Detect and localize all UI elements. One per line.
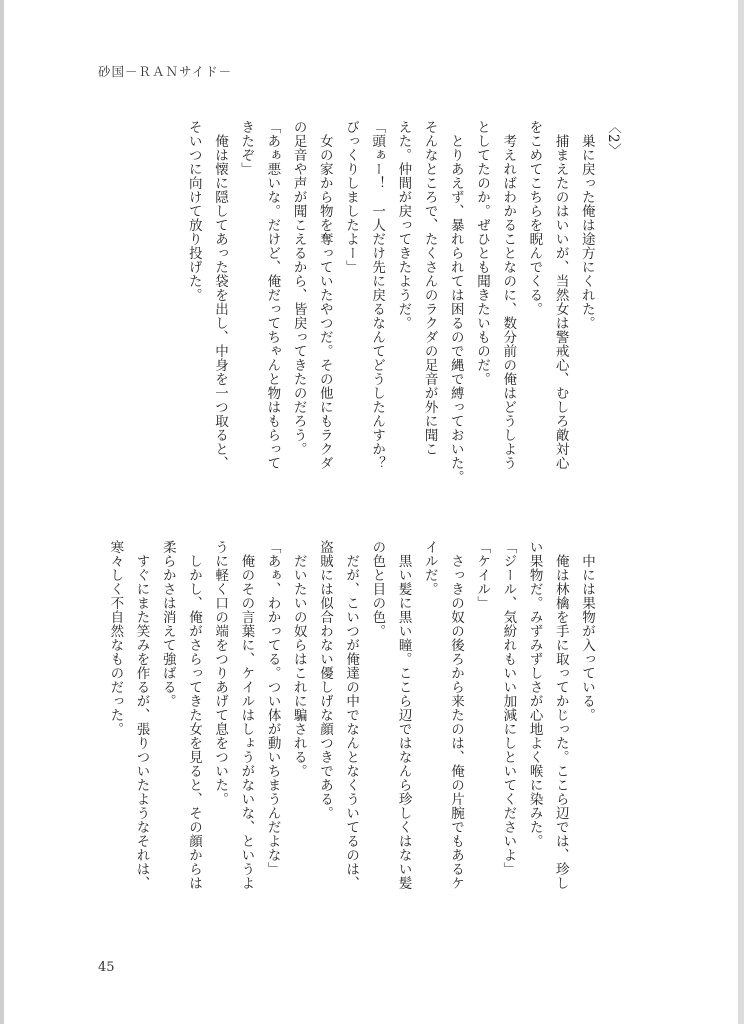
text-line: 「ジール、気紛れもいい加減にしといてくださいよ」 — [500, 540, 517, 876]
text-line: としてたのか。ぜひとも聞きたいものだ。 — [473, 120, 490, 386]
text-line: い果物だ。みずみずしさが心地よく喉に染みた。 — [526, 540, 543, 848]
text-line: 盗賊には似合わない優しげな顔つきである。 — [316, 540, 333, 820]
text-line: 俺は懐に隠してあった袋を出し、中身を一つ取ると、 — [211, 133, 228, 470]
text-line: 黒い髪に黒い瞳。ここら辺ではなんら珍しくはない髪 — [395, 553, 412, 890]
text-line: 「あぁ、わかってる。つい体が動いちまうんだよな」 — [264, 540, 281, 876]
text-line: うに軽く口の端をつりあげて息をついた。 — [212, 540, 229, 806]
text-line: だいたいの奴らはこれに騙される。 — [290, 553, 307, 778]
text-line: の色と目の色。 — [369, 540, 386, 638]
text-line: すぐにまた笑みを作るが、張りついたようなそれは、 — [133, 553, 150, 890]
text-line: そんなところで、たくさんのラクダの足音が外に聞こ — [421, 120, 438, 456]
text-line: だが、こいつが俺達の中でなんとなくういてるのは、 — [343, 553, 360, 890]
text-line: しかし、俺がさらってきた女を見ると、その顔からは — [185, 553, 202, 890]
text-line: 捕まえたのはいいが、当然女は警戒心、むしろ敵対心 — [552, 133, 569, 470]
text-line: をこめてこちらを睨んでくる。 — [526, 120, 543, 316]
text-line: きたぞ」 — [238, 120, 255, 176]
left-page-edge — [0, 0, 4, 1024]
text-line: 柔らかさは消えて強ばる。 — [159, 540, 176, 708]
text-line: 俺は林檎を手に取ってかじった。ここら辺では、珍し — [552, 553, 569, 890]
text-line: とりあえず、暴れられては困るので縄で縛っておいた。 — [447, 133, 464, 484]
text-line: さっきの奴の後ろから来たのは、俺の片腕でもあるケ — [447, 553, 464, 890]
text-line: イルだ。 — [421, 540, 438, 596]
text-line: えた。仲間が戻ってきたようだ。 — [395, 120, 412, 330]
text-line: 「頭ぁー！ 一人だけ先に戻るなんてどうしたんすか？ — [369, 120, 386, 470]
text-line: 「ケイル」 — [474, 540, 491, 610]
text-line: 女の家から物を奪っていたやつだ。その他にもラクダ — [316, 133, 333, 470]
text-tier-top — [96, 120, 626, 500]
text-line: の足音や声が聞こえるから、皆戻ってきたのだろう。 — [290, 120, 307, 456]
text-line: 俺のその言葉に、ケイルはしょうがないな、というよ — [238, 553, 255, 890]
text-line: びっくりしましたよー」 — [342, 120, 359, 274]
running-head: 砂国－ＲＡＮサイド－ — [98, 64, 233, 79]
text-line: そいつに向けて放り投げた。 — [185, 120, 202, 302]
chapter-heading: 〈2〉 — [605, 120, 621, 158]
text-line: 考えればわかることなのに、数分前の俺はどうしよう — [500, 133, 517, 470]
right-page-edge — [738, 0, 744, 1024]
text-line: 「あぁ悪いな。だけど、俺だってちゃんと物はもらって — [264, 120, 281, 470]
text-tier-bottom — [96, 540, 600, 920]
text-line: 寒々しく不自然なものだった。 — [107, 540, 124, 736]
text-line: 巣に戻った俺は途方にくれた。 — [578, 133, 595, 330]
page-number: 45 — [98, 960, 115, 975]
text-line: 中には果物が入っている。 — [579, 553, 595, 722]
